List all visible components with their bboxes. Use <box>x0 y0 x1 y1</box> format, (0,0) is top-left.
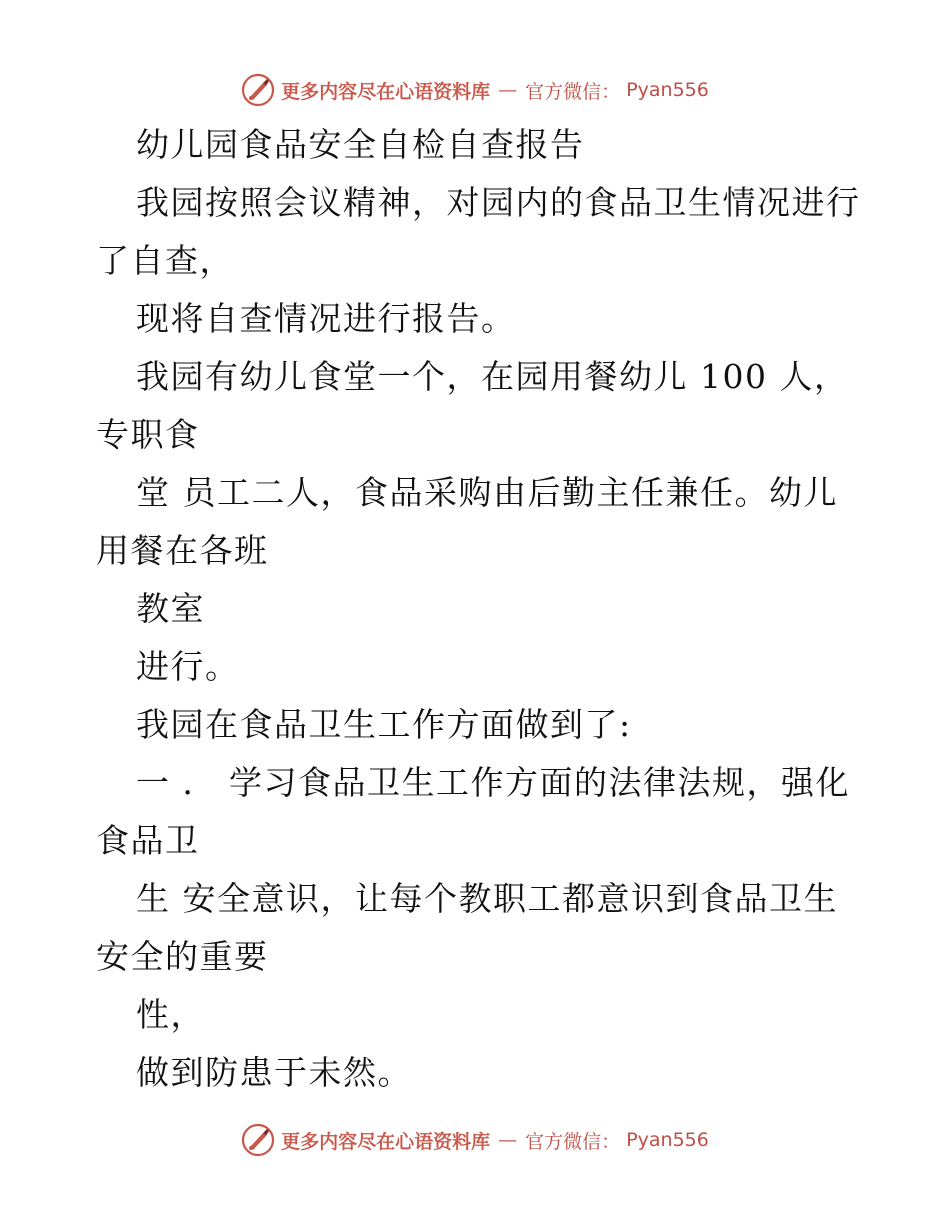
paragraph-line: 做到防患于未然。 <box>136 1053 412 1092</box>
header-separator: — <box>498 79 518 101</box>
paragraph-line: 安全的重要 <box>96 937 269 976</box>
paragraph-line: 生 安全意识，让每个教职工都意识到食品卫生 <box>136 879 838 918</box>
paragraph-line: 现将自查情况进行报告。 <box>136 299 516 338</box>
paragraph-line: 用餐在各班 <box>96 531 269 570</box>
footer-contact-label: 官方微信： <box>525 1130 621 1153</box>
header-contact-label: 官方微信： <box>525 80 621 103</box>
quill-pen-logo-icon <box>241 73 275 107</box>
document-title: 幼儿园食品安全自检自查报告 <box>136 125 585 164</box>
header-contact-id: Pyan556 <box>626 79 709 101</box>
document-body <box>96 116 861 1102</box>
footer-banner <box>0 1120 950 1160</box>
footer-separator: — <box>498 1129 518 1151</box>
paragraph-line: 教室 <box>136 589 205 628</box>
footer-contact-id: Pyan556 <box>626 1129 709 1151</box>
paragraph-line: 食品卫 <box>96 821 200 860</box>
paragraph-line: 我园在食品卫生工作方面做到了: <box>136 705 632 744</box>
paragraph-line: 专职食 <box>96 415 200 454</box>
paragraph-line: 我园按照会议精神，对园内的食品卫生情况进行 <box>136 183 861 222</box>
paragraph-line: 了自查， <box>96 241 234 280</box>
paragraph-line: 一 ． 学习食品卫生工作方面的法律法规，强化 <box>136 763 850 802</box>
header-brand-text: 更多内容尽在心语资料库 <box>281 80 491 103</box>
footer-brand-text: 更多内容尽在心语资料库 <box>281 1130 491 1153</box>
paragraph-line: 性， <box>136 995 205 1034</box>
paragraph-line: 进行。 <box>136 647 240 686</box>
quill-pen-logo-icon <box>241 1123 275 1157</box>
header-banner <box>0 70 950 110</box>
paragraph-line: 我园有幼儿食堂一个，在园用餐幼儿 100 人， <box>136 357 849 396</box>
paragraph-line: 堂 员工二人，食品采购由后勤主任兼任。幼儿 <box>136 473 838 512</box>
